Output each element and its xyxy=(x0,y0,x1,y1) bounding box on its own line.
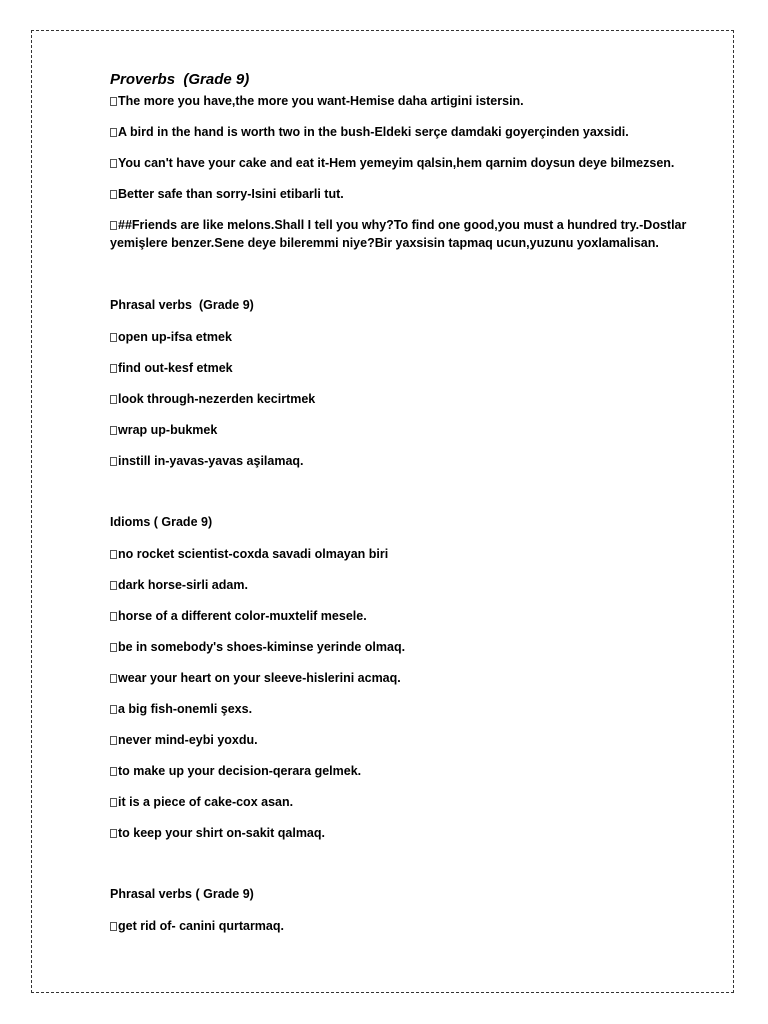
section-heading-phrasal-verbs-2: Phrasal verbs ( Grade 9) xyxy=(110,887,254,901)
idiom-item xyxy=(110,762,710,793)
missing-glyph-icon xyxy=(110,550,117,559)
idiom-text: it is a piece of cake-cox asan. xyxy=(118,795,294,809)
section-heading-idioms: Idioms ( Grade 9) xyxy=(110,515,213,529)
missing-glyph-icon xyxy=(110,798,117,807)
missing-glyph-icon xyxy=(110,333,117,342)
phrasal-verbs-list xyxy=(110,328,710,483)
missing-glyph-icon xyxy=(110,736,117,745)
idiom-item xyxy=(110,824,710,855)
proverb-text: ##Friends are like melons.Shall I tell you why?To find one good,you must a hundred try.-Dostlar yemişlere benzer.Sene deye bileremmi niye?Bir yaxsisin tapmaq ucun,yuzunu yoxlamalisan. xyxy=(110,218,690,250)
idioms-list xyxy=(110,545,710,855)
phrasal-verb-item xyxy=(110,328,710,359)
missing-glyph-icon xyxy=(110,922,117,931)
missing-glyph-icon xyxy=(110,829,117,838)
missing-glyph-icon xyxy=(110,581,117,590)
idiom-item xyxy=(110,576,710,607)
idiom-text: never mind-eybi yoxdu. xyxy=(118,733,258,747)
idiom-text: to make up your decision-qerara gelmek. xyxy=(118,764,362,778)
document-content xyxy=(110,68,710,948)
idiom-item xyxy=(110,700,710,731)
missing-glyph-icon xyxy=(110,159,117,168)
proverb-item xyxy=(110,154,710,185)
missing-glyph-icon xyxy=(110,364,117,373)
missing-glyph-icon xyxy=(110,221,117,230)
proverbs-list xyxy=(110,92,710,264)
proverb-item xyxy=(110,123,710,154)
proverb-text: You can't have your cake and eat it-Hem yemeyim qalsin,hem qarnim doysun deye bilmezsen. xyxy=(118,156,675,170)
phrasal-verbs-list-2 xyxy=(110,917,710,948)
idiom-text: wear your heart on your sleeve-hislerini acmaq. xyxy=(118,671,401,685)
idiom-item xyxy=(110,638,710,669)
missing-glyph-icon xyxy=(110,128,117,137)
missing-glyph-icon xyxy=(110,643,117,652)
proverb-item xyxy=(110,216,710,264)
idiom-text: dark horse-sirli adam. xyxy=(118,578,248,592)
phrasal-verb-text: get rid of- canini qurtarmaq. xyxy=(118,919,284,933)
missing-glyph-icon xyxy=(110,767,117,776)
idiom-item xyxy=(110,607,710,638)
phrasal-verb-text: wrap up-bukmek xyxy=(118,423,218,437)
missing-glyph-icon xyxy=(110,426,117,435)
idiom-text: horse of a different color-muxtelif mesele. xyxy=(118,609,367,623)
missing-glyph-icon xyxy=(110,395,117,404)
idiom-text: be in somebody's shoes-kiminse yerinde olmaq. xyxy=(118,640,406,654)
section-heading-phrasal-verbs: Phrasal verbs (Grade 9) xyxy=(110,298,254,312)
proverb-text: The more you have,the more you want-Hemise daha artigini istersin. xyxy=(118,94,524,108)
document-title: Proverbs (Grade 9) xyxy=(110,71,250,88)
phrasal-verb-item xyxy=(110,390,710,421)
missing-glyph-icon xyxy=(110,674,117,683)
phrasal-verb-text: open up-ifsa etmek xyxy=(118,330,232,344)
idiom-item xyxy=(110,793,710,824)
proverb-item xyxy=(110,92,710,123)
phrasal-verb-item xyxy=(110,359,710,390)
phrasal-verb-text: look through-nezerden kecirtmek xyxy=(118,392,316,406)
idiom-text: no rocket scientist-coxda savadi olmayan biri xyxy=(118,547,389,561)
proverb-text: A bird in the hand is worth two in the bush-Eldeki serçe damdaki goyerçinden yaxsidi. xyxy=(118,125,629,139)
missing-glyph-icon xyxy=(110,457,117,466)
proverb-item xyxy=(110,185,710,216)
proverb-text: Better safe than sorry-Isini etibarli tut. xyxy=(118,187,344,201)
phrasal-verb-item xyxy=(110,452,710,483)
phrasal-verb-text: instill in-yavas-yavas aşilamaq. xyxy=(118,454,304,468)
idiom-item xyxy=(110,731,710,762)
missing-glyph-icon xyxy=(110,612,117,621)
idiom-text: to keep your shirt on-sakit qalmaq. xyxy=(118,826,325,840)
phrasal-verb-text: find out-kesf etmek xyxy=(118,361,233,375)
idiom-text: a big fish-onemli şexs. xyxy=(118,702,253,716)
phrasal-verb-item xyxy=(110,421,710,452)
idiom-item xyxy=(110,669,710,700)
phrasal-verb-item xyxy=(110,917,710,948)
missing-glyph-icon xyxy=(110,190,117,199)
missing-glyph-icon xyxy=(110,97,117,106)
idiom-item xyxy=(110,545,710,576)
missing-glyph-icon xyxy=(110,705,117,714)
